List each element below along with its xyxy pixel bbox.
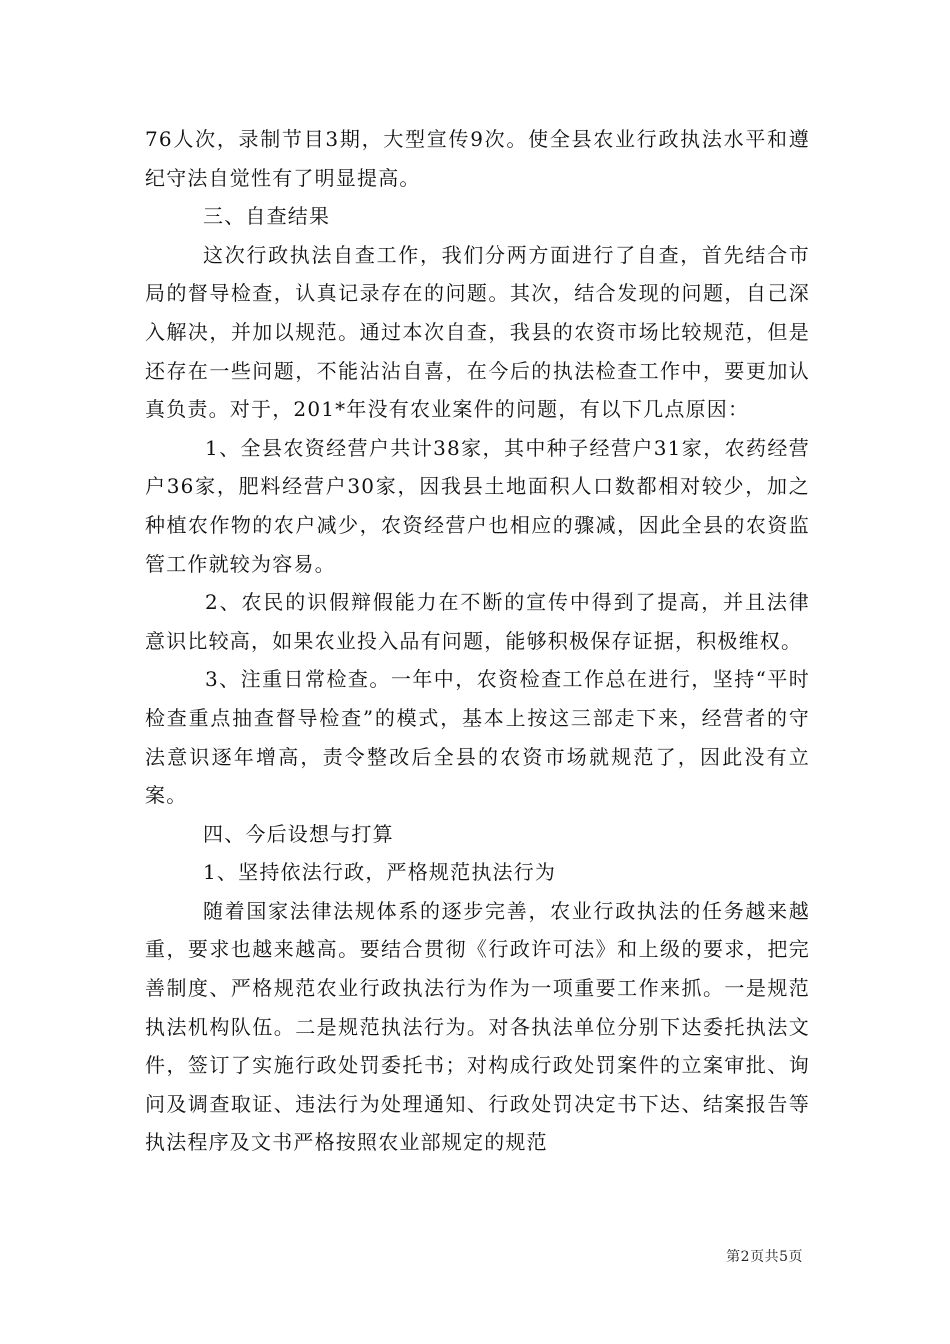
list-item-reason-1: 1、全县农资经营户共计38家，其中种子经营户31家，农药经营户36家，肥料经营户30家，因我县土地面积人口数都相对较少，加之种植农作物的农户减少，农资经营户也相应的骤减，因此全县的农资监管工作就较为容易。 [145, 435, 810, 576]
section-heading-self-check-results: 三、自查结果 [203, 204, 331, 229]
paragraph-law-enforcement: 随着国家法律法规体系的逐步完善，农业行政执法的任务越来越重，要求也越来越高。要结合贯彻《行政许可法》和上级的要求，把完善制度、严格规范农业行政执法行为作为一项重要工作来抓。一是规范执法机构队伍。二是规范执法行为。对各执法单位分别下达委托执法文件，签订了实施行政处罚委托书；对构成行政处罚案件的立案审批、询问及调查取证、违法行为处理通知、行政处罚决定书下达、结案报告等执法程序及文书严格按照农业部规定的规范 [145, 898, 810, 1155]
list-item-reason-2: 2、农民的识假辩假能力在不断的宣传中得到了提高，并且法律意识比较高，如果农业投入品有问题，能够积极保存证据，积极维权。 [145, 590, 810, 653]
subheading-law-enforcement: 1、坚持依法行政，严格规范执法行为 [203, 860, 557, 885]
list-item-reason-3: 3、注重日常检查。一年中，农资检查工作总在进行，坚持“平时检查重点抽查督导检查”的模式，基本上按这三部走下来，经营者的守法意识逐年增高，责令整改后全县的农资市场就规范了，因此没有立案。 [145, 667, 810, 808]
paragraph-self-check: 这次行政执法自查工作，我们分两方面进行了自查，首先结合市局的督导检查，认真记录存在的问题。其次，结合发现的问题，自己深入解决，并加以规范。通过本次自查，我县的农资市场比较规范，但是还存在一些问题，不能沾沾自喜，在今后的执法检查工作中，要更加认真负责。对于，201*年没有农业案件的问题，有以下几点原因： [145, 242, 810, 422]
page-number: 第2页共5页 [726, 1249, 803, 1265]
document-body [145, 120, 810, 1162]
section-heading-future-plans: 四、今后设想与打算 [203, 821, 394, 846]
paragraph-continuation: 76人次，录制节目3期，大型宣传9次。使全县农业行政执法水平和遵纪守法自觉性有了明显提高。 [145, 127, 810, 190]
